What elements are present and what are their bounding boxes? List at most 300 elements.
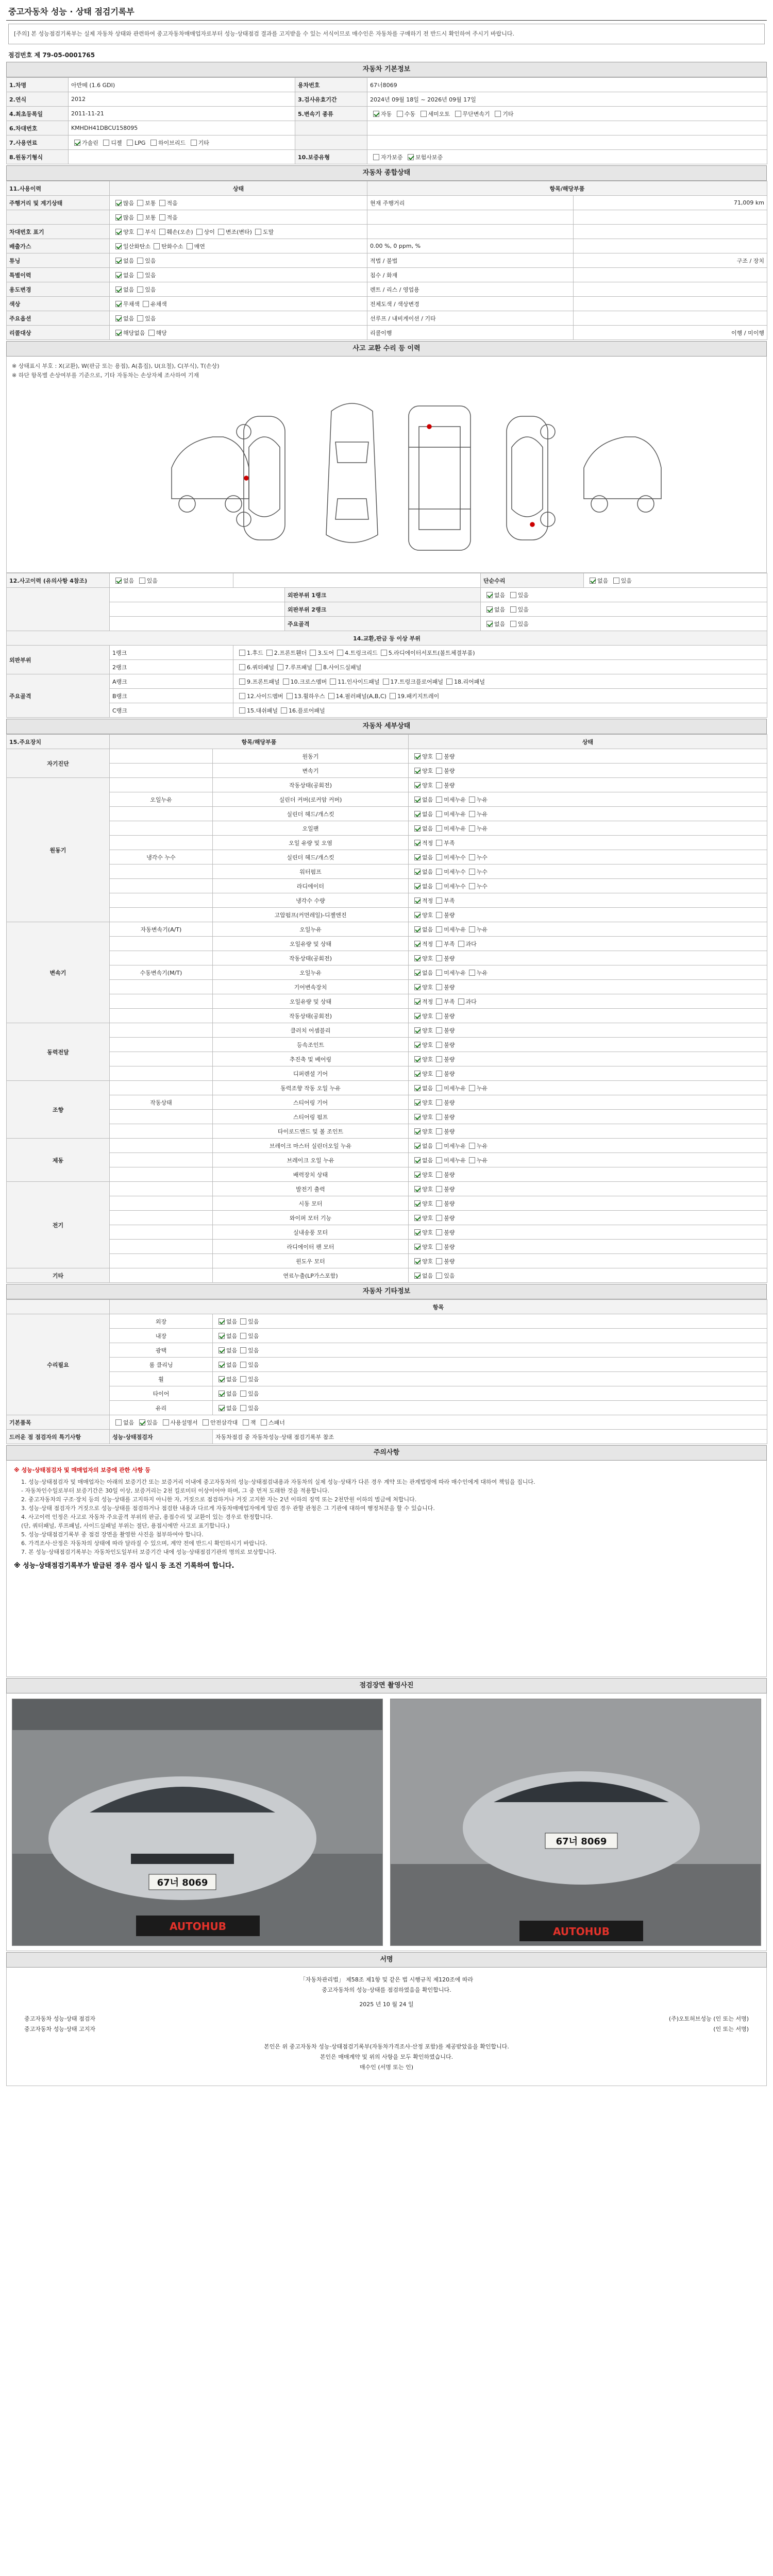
note-item: 2. 중고자동차의 구조·장치 등의 성능·상태를 고지하지 아니한 자, 거짓으로 점검하거나 거짓 고지한 자는 2년 이하의 징역 또는 2천만원 이하의 벌금에 처합니다.	[21, 1496, 417, 1503]
checkbox[interactable]	[414, 912, 421, 918]
option-label: 없음	[123, 1419, 135, 1426]
part-label: 오일 유량 및 오염	[213, 836, 409, 850]
checkbox[interactable]	[143, 301, 149, 307]
checkbox[interactable]	[137, 214, 143, 221]
checkbox[interactable]	[414, 1027, 421, 1033]
status-options	[213, 1358, 767, 1372]
checkbox[interactable]	[397, 111, 403, 117]
doc-no-label: 점검번호 제	[8, 52, 41, 59]
checkbox[interactable]	[115, 272, 122, 278]
note-item: 7. 본 성능·상태점검기록부는 자동차인도일부터 보증기간 내에 성능·상태점검기관의 명의로 보상합니다.	[21, 1549, 277, 1555]
checkbox[interactable]	[310, 650, 316, 656]
part-label: 와이퍼 모터 기능	[213, 1211, 409, 1225]
notifier-sign[interactable]: (인 또는 서명)	[713, 2026, 749, 2032]
option-label: 없음	[494, 591, 506, 599]
checkbox[interactable]	[486, 592, 493, 598]
checkbox[interactable]	[277, 664, 283, 670]
checkbox[interactable]	[436, 955, 442, 961]
checkbox[interactable]	[436, 1056, 442, 1062]
checkbox[interactable]	[115, 243, 122, 249]
part-label: 윈도우 모터	[213, 1254, 409, 1268]
checkbox[interactable]	[414, 1085, 421, 1091]
checkbox[interactable]	[219, 1405, 225, 1411]
checkbox[interactable]	[243, 1419, 249, 1426]
checkbox[interactable]	[328, 693, 334, 699]
option-label: 없음	[422, 825, 433, 832]
column-header: 상태	[110, 181, 367, 196]
checkbox[interactable]	[436, 897, 442, 904]
checkbox[interactable]	[436, 1172, 442, 1178]
option-label: 6.쿼터패널	[247, 664, 274, 671]
checkbox[interactable]	[495, 111, 501, 117]
checkbox[interactable]	[239, 679, 245, 685]
option-label: 세미오토	[428, 110, 450, 117]
photos-panel	[6, 1693, 767, 1951]
checkbox[interactable]	[137, 258, 143, 264]
checkbox[interactable]	[414, 1229, 421, 1235]
checkbox[interactable]	[390, 693, 396, 699]
sub-label	[110, 1038, 213, 1052]
option-label: 있음	[145, 286, 156, 293]
option-label: 19.패키지트레이	[397, 692, 440, 700]
checkbox[interactable]	[74, 140, 80, 146]
checkbox[interactable]	[469, 1157, 475, 1163]
checkbox[interactable]	[486, 606, 493, 613]
part-label: 디퍼렌셜 기어	[213, 1066, 409, 1081]
checkbox[interactable]	[115, 286, 122, 293]
checkbox[interactable]	[414, 1273, 421, 1279]
option-label: 불량	[444, 1171, 455, 1178]
value-inspection: 2024년 09월 18일 ~ 2026년 09월 17일	[367, 92, 767, 107]
table-row	[7, 937, 767, 951]
checkbox[interactable]	[414, 955, 421, 961]
part-label: 실린더 헤드/개스킷	[213, 807, 409, 821]
part-label: 오일누유	[213, 922, 409, 937]
inspector-sign[interactable]: (주)오토허브성능 (인 또는 서명)	[668, 2015, 749, 2022]
option-label: 기타	[198, 139, 209, 146]
checkbox[interactable]	[469, 796, 475, 803]
checkbox[interactable]	[159, 229, 165, 235]
option-label: 있음	[444, 1272, 455, 1279]
checkbox[interactable]	[414, 1143, 421, 1149]
checkbox[interactable]	[436, 753, 442, 759]
option-label: 탄화수소	[161, 243, 183, 250]
checkbox[interactable]	[436, 998, 442, 1005]
main-frame-options	[481, 617, 767, 631]
checkbox[interactable]	[219, 1347, 225, 1353]
checkbox[interactable]	[414, 840, 421, 846]
checkbox[interactable]	[137, 315, 143, 321]
row-options	[110, 268, 367, 282]
checkbox[interactable]	[446, 679, 452, 685]
checkbox[interactable]	[469, 811, 475, 817]
checkbox[interactable]	[196, 229, 203, 235]
option-label: 양호	[422, 911, 433, 919]
checkbox[interactable]	[414, 970, 421, 976]
checkbox[interactable]	[414, 1128, 421, 1134]
checkbox[interactable]	[469, 883, 475, 889]
checkbox[interactable]	[414, 941, 421, 947]
status-options	[409, 951, 767, 965]
checkbox[interactable]	[148, 330, 155, 336]
checkbox[interactable]	[414, 984, 421, 990]
checkbox[interactable]	[436, 912, 442, 918]
checkbox[interactable]	[115, 315, 122, 321]
option-label: LPG	[135, 139, 146, 146]
table-row	[7, 1153, 767, 1167]
checkbox[interactable]	[115, 200, 122, 206]
checkbox[interactable]	[240, 1347, 246, 1353]
main-frame-label: 주요골격	[285, 617, 481, 631]
status-options	[409, 865, 767, 879]
checkbox[interactable]	[469, 926, 475, 933]
checkbox[interactable]	[330, 679, 336, 685]
checkbox[interactable]	[414, 796, 421, 803]
checkbox[interactable]	[436, 1114, 442, 1120]
label-warranty: 10.보증유형	[295, 150, 367, 164]
checkbox[interactable]	[103, 140, 109, 146]
checkbox[interactable]	[469, 1143, 475, 1149]
checkbox[interactable]	[154, 243, 160, 249]
checkbox[interactable]	[414, 1099, 421, 1106]
checkbox[interactable]	[436, 984, 442, 990]
checkbox[interactable]	[436, 811, 442, 817]
table-row	[7, 573, 767, 588]
checkbox[interactable]	[613, 578, 619, 584]
checkbox[interactable]	[315, 664, 322, 670]
rear-photo	[390, 1699, 761, 1946]
table-row	[7, 908, 767, 922]
checkbox[interactable]	[127, 140, 133, 146]
row-value	[574, 311, 767, 326]
checkbox[interactable]	[191, 140, 197, 146]
checkbox[interactable]	[414, 1056, 421, 1062]
checkbox[interactable]	[414, 825, 421, 832]
opinion-value: 자동차점검 중 자동차성능·상태 점검기록부 참조	[213, 1430, 767, 1444]
option-label: 불량	[444, 1099, 455, 1106]
checkbox[interactable]	[469, 869, 475, 875]
checkbox[interactable]	[436, 840, 442, 846]
option-label: 미세누유	[444, 825, 466, 832]
checkbox[interactable]	[239, 693, 245, 699]
checkbox[interactable]	[414, 1114, 421, 1120]
rank-items	[233, 646, 767, 660]
option-label: 불량	[444, 1012, 455, 1020]
option-label: 하이브리드	[158, 139, 186, 146]
row-options	[110, 253, 367, 268]
checkbox[interactable]	[436, 1157, 442, 1163]
checkbox[interactable]	[414, 1071, 421, 1077]
buyer-line-2: 본인은 매매계약 및 위의 사항을 모두 확인하였습니다.	[320, 2054, 453, 2060]
checkbox[interactable]	[486, 621, 493, 627]
checkbox[interactable]	[115, 330, 122, 336]
checkbox[interactable]	[163, 1419, 169, 1426]
status-options	[409, 1153, 767, 1167]
status-options	[409, 1023, 767, 1038]
sub-label	[110, 836, 213, 850]
option-label: 없음	[494, 606, 506, 613]
checkbox[interactable]	[219, 1333, 225, 1339]
checkbox[interactable]	[159, 200, 165, 206]
checkbox[interactable]	[239, 664, 245, 670]
rank-items	[233, 660, 767, 674]
checkbox[interactable]	[436, 1099, 442, 1106]
option-label: 스패너	[268, 1419, 285, 1426]
sub-label: 자동변속기(A/T)	[110, 922, 213, 937]
checkbox[interactable]	[458, 941, 464, 947]
part-label: 타이어	[110, 1386, 213, 1401]
checkbox[interactable]	[115, 214, 122, 221]
checkbox[interactable]	[436, 1042, 442, 1048]
checkbox[interactable]	[414, 1186, 421, 1192]
checkbox[interactable]	[281, 707, 287, 714]
checkbox[interactable]	[414, 869, 421, 875]
checkbox[interactable]	[469, 970, 475, 976]
checkbox[interactable]	[414, 926, 421, 933]
notifier-label: 중고자동차 성능·상태 고지자	[24, 2026, 96, 2032]
checkbox[interactable]	[283, 679, 289, 685]
checkbox[interactable]	[436, 1013, 442, 1019]
checkbox[interactable]	[115, 1419, 122, 1426]
sub-label	[110, 1182, 213, 1196]
checkbox[interactable]	[137, 229, 143, 235]
table-row	[7, 836, 767, 850]
checkbox[interactable]	[381, 650, 387, 656]
checkbox[interactable]	[510, 606, 516, 613]
checkbox[interactable]	[373, 111, 379, 117]
checkbox[interactable]	[137, 286, 143, 293]
checkbox[interactable]	[414, 1258, 421, 1264]
option-label: 15.대쉬패널	[247, 707, 278, 714]
row-label	[7, 210, 110, 225]
checkbox[interactable]	[436, 796, 442, 803]
checkbox[interactable]	[240, 1318, 246, 1325]
checkbox[interactable]	[414, 897, 421, 904]
part-label: 오일누유	[213, 965, 409, 980]
checkbox[interactable]	[218, 229, 224, 235]
table-row	[7, 893, 767, 908]
checkbox[interactable]	[137, 200, 143, 206]
sub-label	[110, 778, 213, 792]
lift-brand-text-rear: AUTOHUB	[553, 1925, 610, 1938]
checkbox[interactable]	[421, 111, 427, 117]
checkbox[interactable]	[115, 301, 122, 307]
table-header-row	[7, 735, 767, 749]
checkbox[interactable]	[239, 650, 245, 656]
checkbox[interactable]	[458, 998, 464, 1005]
table-row	[7, 135, 767, 150]
checkbox[interactable]	[255, 229, 261, 235]
option-label: 불량	[444, 1041, 455, 1048]
checkbox[interactable]	[414, 1172, 421, 1178]
checkbox[interactable]	[436, 1128, 442, 1134]
checkbox[interactable]	[266, 650, 273, 656]
option-label: 없음	[422, 796, 433, 803]
checkbox[interactable]	[469, 854, 475, 860]
checkbox[interactable]	[159, 214, 165, 221]
option-label: 누유	[476, 926, 488, 933]
option-label: 누유	[476, 1084, 488, 1092]
status-options	[213, 1314, 767, 1329]
front-car-photo-image	[12, 1699, 383, 1946]
checkbox[interactable]	[436, 1071, 442, 1077]
checkbox[interactable]	[436, 1143, 442, 1149]
checkbox[interactable]	[436, 970, 442, 976]
option-label: 양호	[422, 1229, 433, 1236]
option-label: 불량	[444, 1258, 455, 1265]
accident-options	[110, 573, 233, 588]
status-options	[409, 879, 767, 893]
checkbox[interactable]	[240, 1391, 246, 1397]
table-row	[7, 1314, 767, 1329]
part-label: 라디에이터	[213, 879, 409, 893]
row-options	[110, 196, 367, 210]
row-note	[367, 210, 574, 225]
checkbox[interactable]	[414, 1013, 421, 1019]
sub-label: 오일누유	[110, 792, 213, 807]
table-row	[7, 778, 767, 792]
checkbox[interactable]	[115, 578, 122, 584]
row-options	[110, 297, 367, 311]
checkbox[interactable]	[150, 140, 157, 146]
checkbox[interactable]	[219, 1376, 225, 1382]
table-row	[7, 980, 767, 994]
checkbox[interactable]	[137, 272, 143, 278]
status-options	[213, 1401, 767, 1415]
checkbox[interactable]	[240, 1405, 246, 1411]
option-label: 미세누유	[444, 796, 466, 803]
checkbox[interactable]	[414, 782, 421, 788]
checkbox[interactable]	[187, 243, 193, 249]
checkbox[interactable]	[436, 768, 442, 774]
option-label: 불량	[444, 1027, 455, 1034]
table-row	[7, 879, 767, 893]
checkbox[interactable]	[408, 154, 414, 160]
option-label: 9.프론트패널	[247, 678, 280, 685]
checkbox[interactable]	[287, 693, 293, 699]
checkbox[interactable]	[436, 1273, 442, 1279]
checkbox[interactable]	[414, 1042, 421, 1048]
group-label: 제동	[7, 1139, 110, 1182]
checkbox[interactable]	[414, 768, 421, 774]
checkbox[interactable]	[436, 1085, 442, 1091]
checkbox[interactable]	[436, 1200, 442, 1207]
checkbox[interactable]	[239, 707, 245, 714]
body-rank-body	[7, 646, 767, 718]
checkbox[interactable]	[414, 883, 421, 889]
checkbox[interactable]	[414, 811, 421, 817]
option-label: 매연	[194, 243, 205, 250]
part-label: 연료누출(LP가스포함)	[213, 1268, 409, 1283]
checkbox[interactable]	[436, 854, 442, 860]
option-label: 없음	[422, 1272, 433, 1279]
checkbox[interactable]	[436, 869, 442, 875]
status-options	[409, 778, 767, 792]
label-first-reg: 4.최초등록일	[7, 107, 69, 121]
exterior-title: 14.교환,판금 등 이상 부위	[7, 631, 767, 646]
checkbox[interactable]	[469, 825, 475, 832]
table-row	[7, 1225, 767, 1240]
checkbox[interactable]	[240, 1333, 246, 1339]
checkbox[interactable]	[469, 1085, 475, 1091]
option-label: 없음	[226, 1361, 238, 1368]
option-label: 적정	[422, 839, 433, 846]
part-label: 기어변속장치	[213, 980, 409, 994]
checkbox[interactable]	[115, 229, 122, 235]
value-engine	[69, 150, 295, 164]
status-options	[409, 922, 767, 937]
checkbox[interactable]	[261, 1419, 267, 1426]
checkbox[interactable]	[139, 578, 145, 584]
checkbox[interactable]	[436, 782, 442, 788]
checkbox[interactable]	[414, 854, 421, 860]
diagram-legend: ※ 상태표시 부호 : X(교환), W(판금 또는 용접), A(흠집), U(요철), C(부식), T(손상)	[12, 363, 220, 369]
option-label: 불량	[444, 767, 455, 774]
checkbox[interactable]	[436, 883, 442, 889]
checkbox[interactable]	[414, 753, 421, 759]
note-item: 4. 사고이력 인정은 사고로 자동차 주요골격 부위의 판금, 용접수리 및 교환이 있는 경우로 한정합니다.	[21, 1514, 273, 1520]
checkbox[interactable]	[383, 679, 389, 685]
checkbox[interactable]	[219, 1318, 225, 1325]
checkbox[interactable]	[510, 592, 516, 598]
checkbox[interactable]	[455, 111, 461, 117]
option-label: 있음	[517, 591, 529, 599]
option-label: 부식	[145, 228, 156, 235]
checkbox[interactable]	[436, 1027, 442, 1033]
status-options	[409, 1081, 767, 1095]
checkbox[interactable]	[139, 1419, 145, 1426]
checkbox[interactable]	[510, 621, 516, 627]
checkbox[interactable]	[414, 998, 421, 1005]
option-label: 불량	[444, 1229, 455, 1236]
checkbox[interactable]	[436, 1215, 442, 1221]
checkbox[interactable]	[436, 1244, 442, 1250]
checkbox[interactable]	[436, 1186, 442, 1192]
row-note: 침수 / 화재	[367, 268, 574, 282]
checkbox[interactable]	[240, 1376, 246, 1382]
option-label: 보험사보증	[415, 154, 443, 161]
checkbox[interactable]	[414, 1157, 421, 1163]
checkbox[interactable]	[436, 1258, 442, 1264]
buyer-sign[interactable]: 매수인 (서명 또는 인)	[359, 2064, 414, 2071]
table-row	[7, 602, 767, 617]
row-label: 튜닝	[7, 253, 110, 268]
checkbox[interactable]	[414, 1215, 421, 1221]
checkbox[interactable]	[436, 926, 442, 933]
checkbox[interactable]	[219, 1391, 225, 1397]
checkbox[interactable]	[436, 941, 442, 947]
option-label: 없음	[422, 969, 433, 976]
checkbox[interactable]	[240, 1362, 246, 1368]
checkbox[interactable]	[115, 258, 122, 264]
checkbox[interactable]	[219, 1362, 225, 1368]
part-label: 브레이크 마스터 실린더오일 누유	[213, 1139, 409, 1153]
checkbox[interactable]	[337, 650, 343, 656]
buyer-line-1: 본인은 위 중고자동차 성능·상태점검기록부(자동차가격조사·산정 포함)를 제공받았음을 확인합니다.	[264, 2043, 509, 2050]
part-label: 워터펌프	[213, 865, 409, 879]
checkbox[interactable]	[414, 1244, 421, 1250]
option-label: 없음	[123, 315, 135, 322]
option-label: 없음	[123, 272, 135, 279]
checkbox[interactable]	[373, 154, 379, 160]
checkbox[interactable]	[414, 1200, 421, 1207]
checkbox[interactable]	[436, 1229, 442, 1235]
checkbox[interactable]	[590, 578, 596, 584]
checkbox[interactable]	[436, 825, 442, 832]
checkbox[interactable]	[203, 1419, 209, 1426]
option-label: 없음	[422, 854, 433, 861]
option-label: 7.루프패널	[285, 664, 312, 671]
